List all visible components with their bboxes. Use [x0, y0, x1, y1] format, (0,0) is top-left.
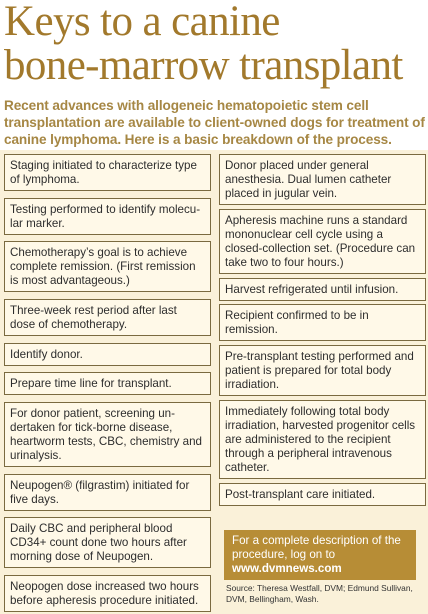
step-box: Prepare time line for transplant.	[4, 372, 211, 395]
step-box: Harvest refrigerated until infusion.	[219, 278, 426, 301]
step-box: Daily CBC and peripheral blood CD34+ count done two hours after morning dose of Neupogen.	[4, 517, 211, 568]
step-box: Staging initiated to characterize type of lymphoma.	[4, 154, 211, 191]
step-box: Three-week rest period after last dose of chemotherapy.	[4, 299, 211, 336]
source-credit: Source: Theresa Westfall, DVM; Edmund Sullivan, DVM, Bellingham, Wash.	[226, 583, 413, 604]
step-box: Neupogen® (filgrastim) initiated for five days.	[4, 474, 211, 511]
step-box: Apheresis machine runs a standard mononuclear cell cycle using a closed-collection set. (Procedure can take two to four hours.)	[219, 209, 426, 274]
infographic-title	[4, 0, 428, 88]
step-box: For donor patient, screening undertaken for tick-borne disease, heartworm tests, CBC, chemistry and urinalysis.	[4, 402, 211, 467]
step-box: Neopogen dose increased two hours before apheresis procedure initiated.	[4, 575, 211, 612]
callout-text: For a complete description of the procedure, log on to	[232, 534, 401, 561]
step-box: Post-transplant care initiated.	[219, 483, 426, 506]
steps-column-right	[219, 154, 426, 506]
step-box: Recipient confirmed to be in remission.	[219, 304, 426, 341]
subtitle: Recent advances with allogeneic hematopoietic stem cell transplantation are available to client-owned dogs for treatment of canine lymphoma. Here is a basic breakdown of the process.	[4, 98, 425, 147]
title-line-2: bone-marrow transplant	[4, 42, 403, 89]
step-box: Immediately following total body irradiation, harvested progenitor cells are administered to the recipient through a peripheral intravenous catheter.	[219, 400, 426, 479]
more-info-callout	[224, 530, 416, 580]
steps-column-left	[4, 154, 211, 612]
step-box: Donor placed under general anesthesia. Dual lumen catheter placed in jugular vein.	[219, 154, 426, 205]
step-box: Testing performed to identify molecular marker.	[4, 198, 211, 235]
title-line-1: Keys to a canine	[4, 0, 280, 45]
step-box: Chemotherapy’s goal is to achieve complete remission. (First remission is most advantageous.)	[4, 241, 211, 292]
step-box: Identify donor.	[4, 343, 211, 366]
step-box: Pre-transplant testing performed and patient is prepared for total body irradiation.	[219, 345, 426, 396]
dvmnews-link[interactable]: www.dvmnews.com	[232, 562, 342, 575]
